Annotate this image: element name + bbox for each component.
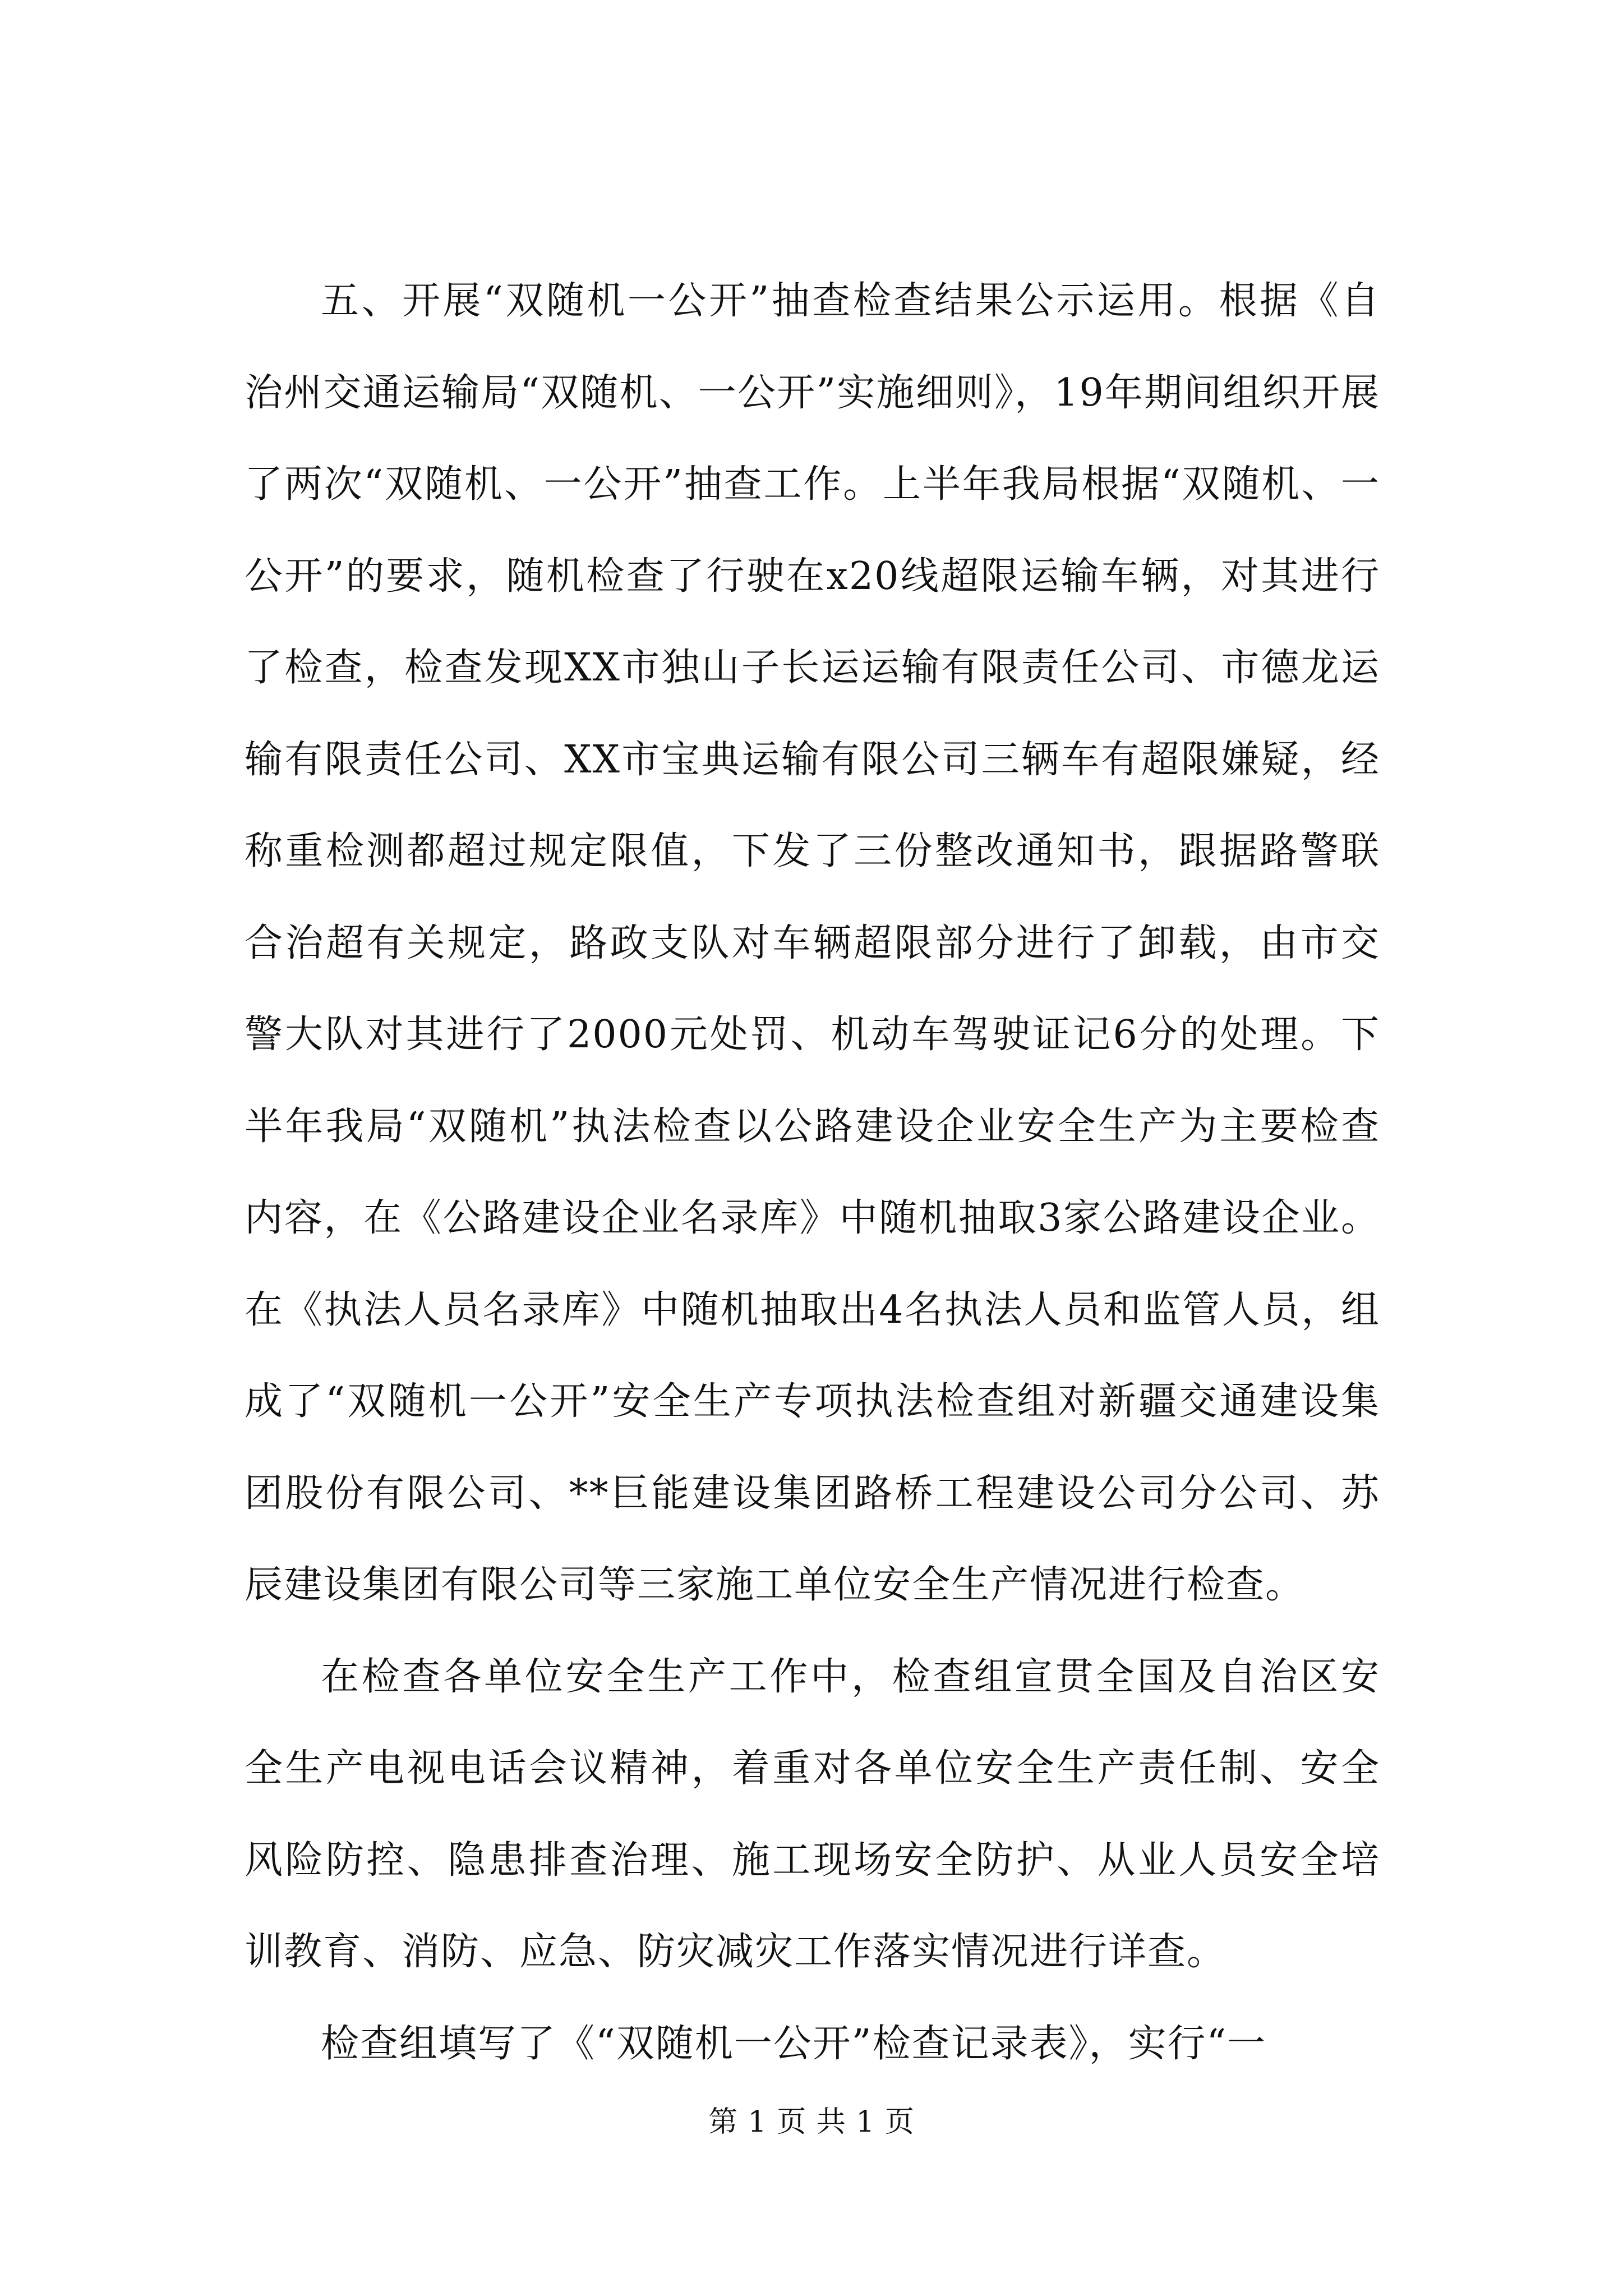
page-footer: 第 1 页 共 1 页 (708, 2105, 915, 2139)
paragraph-1: 五、开展“双随机一公开”抽查检查结果公示运用。根据《自治州交通运输局“双随机、一公开”实施细则》，19年期间组织开展了两次“双随机、一公开”抽查工作。上半年我局根据“双随机、一公开”的要求，随机检查了行驶在x20线超限运输车辆，对其进行了检查，检查发现XX市独山子长运运输有限责任公司、市德龙运输有限责任公司、XX市宝典运输有限公司三辆车有超限嫌疑，经称重检测都超过规定限值，下发了三份整改通知书，跟据路警联合治超有关规定，路政支队对车辆超限部分进行了卸载，由市交警大队对其进行了2000元处罚、机动车驾驶证记6分的处理。下半年我局“双随机”执法检查以公路建设企业安全生产为主要检查内容，在《公路建设企业名录库》中随机抽取3家公路建设企业。在《执法人员名录库》中随机抽取出4名执法人员和监管人员，组成了“双随机一公开”安全生产专项执法检查组对新疆交通建设集团股份有限公司、**巨能建设集团路桥工程建设公司分公司、苏辰建设集团有限公司等三家施工单位安全生产情况进行检查。 (245, 279, 1380, 1607)
paragraph-3: 检查组填写了《“双随机一公开”检查记录表》，实行“一 (321, 2021, 1267, 2066)
document-body (245, 255, 1380, 2090)
paragraph-2: 在检查各单位安全生产工作中，检查组宣贯全国及自治区安全生产电视电话会议精神，着重对各单位安全生产责任制、安全风险防控、隐患排查治理、施工现场安全防护、从业人员安全培训教育、消防、应急、防灾减灾工作落实情况进行详查。 (245, 1654, 1380, 1974)
